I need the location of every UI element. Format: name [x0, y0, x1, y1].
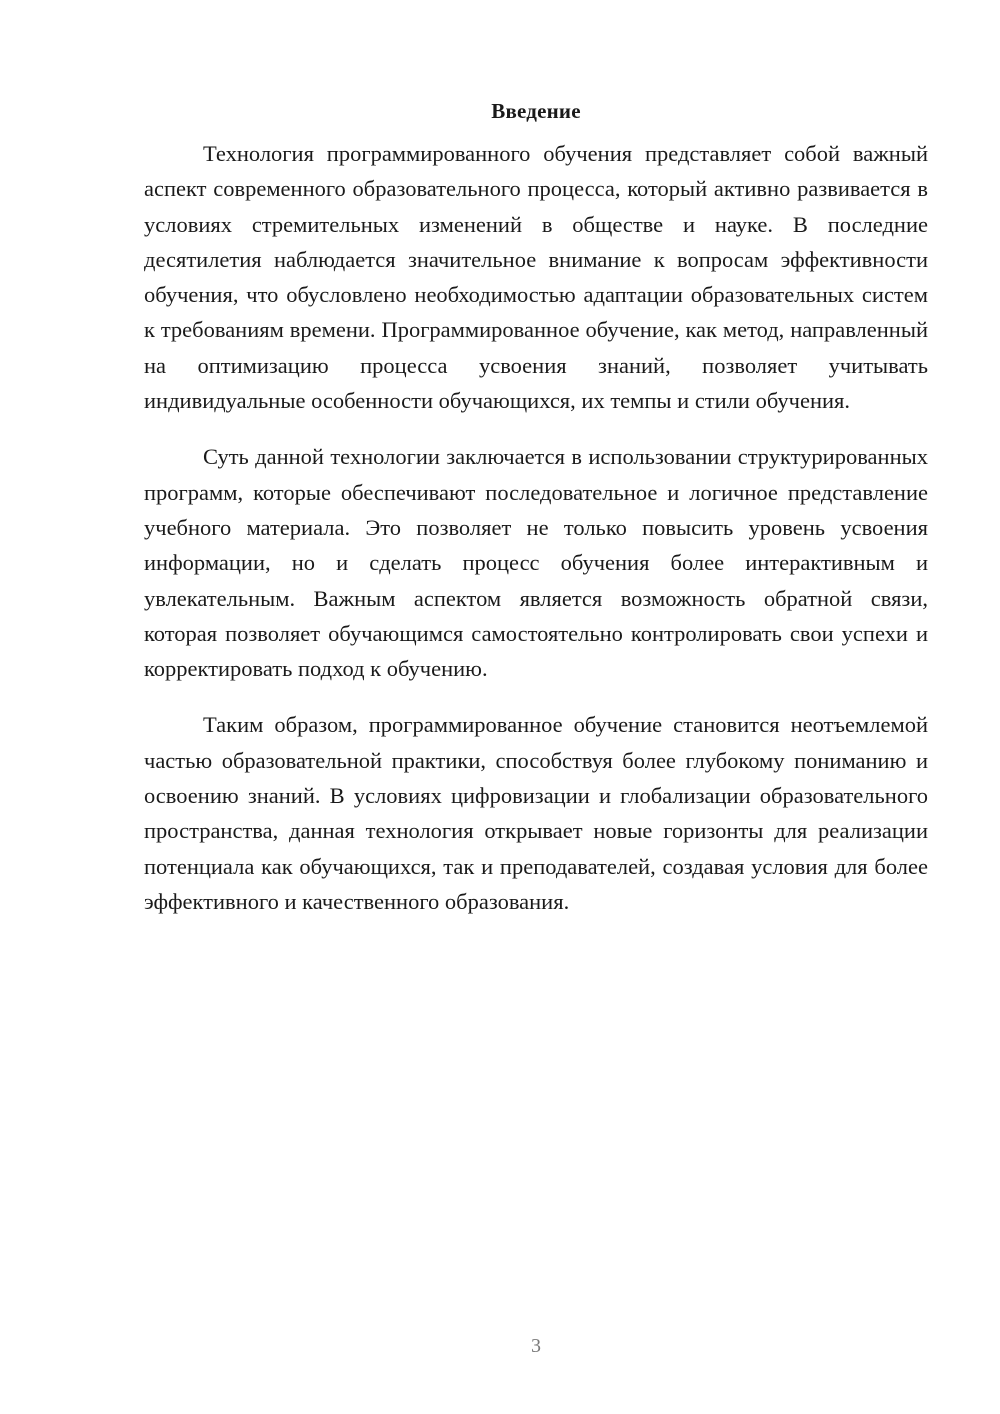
page-number: 3: [531, 1335, 541, 1357]
page-content: [144, 96, 928, 940]
section-heading: Введение: [491, 99, 581, 123]
paragraph-1: Технология программированного обучения представляет собой важный аспект современного образовательного процесса, который активно развивается в условиях стремительных изменений в обществе и науке. В последние десятилетия наблюдается значительное внимание к вопросам эффективности обучения, что обусловлено необходимостью адаптации образовательных систем к требованиям времени. Программированное обучение, как метод, направленный на оптимизацию процесса усвоения знаний, позволяет учитывать индивидуальные особенности обучающихся, их темпы и стили обучения.: [144, 141, 928, 414]
paragraph-3: Таким образом, программированное обучение становится неотъемлемой частью образовательной практики, способствуя более глубокому пониманию и освоению знаний. В условиях цифровизации и глобализации образовательного пространства, данная технология открывает новые горизонты для реализации потенциала как обучающихся, так и преподавателей, создавая условия для более эффективного и качественного образования.: [144, 712, 928, 914]
paragraph-2: Суть данной технологии заключается в использовании структурированных программ, которые обеспечивают последовательное и логичное представление учебного материала. Это позволяет не только повысить уровень усвоения информации, но и сделать процесс обучения более интерактивным и увлекательным. Важным аспектом является возможность обратной связи, которая позволяет обучающимся самостоятельно контролировать свои успехи и корректировать подход к обучению.: [144, 444, 928, 682]
